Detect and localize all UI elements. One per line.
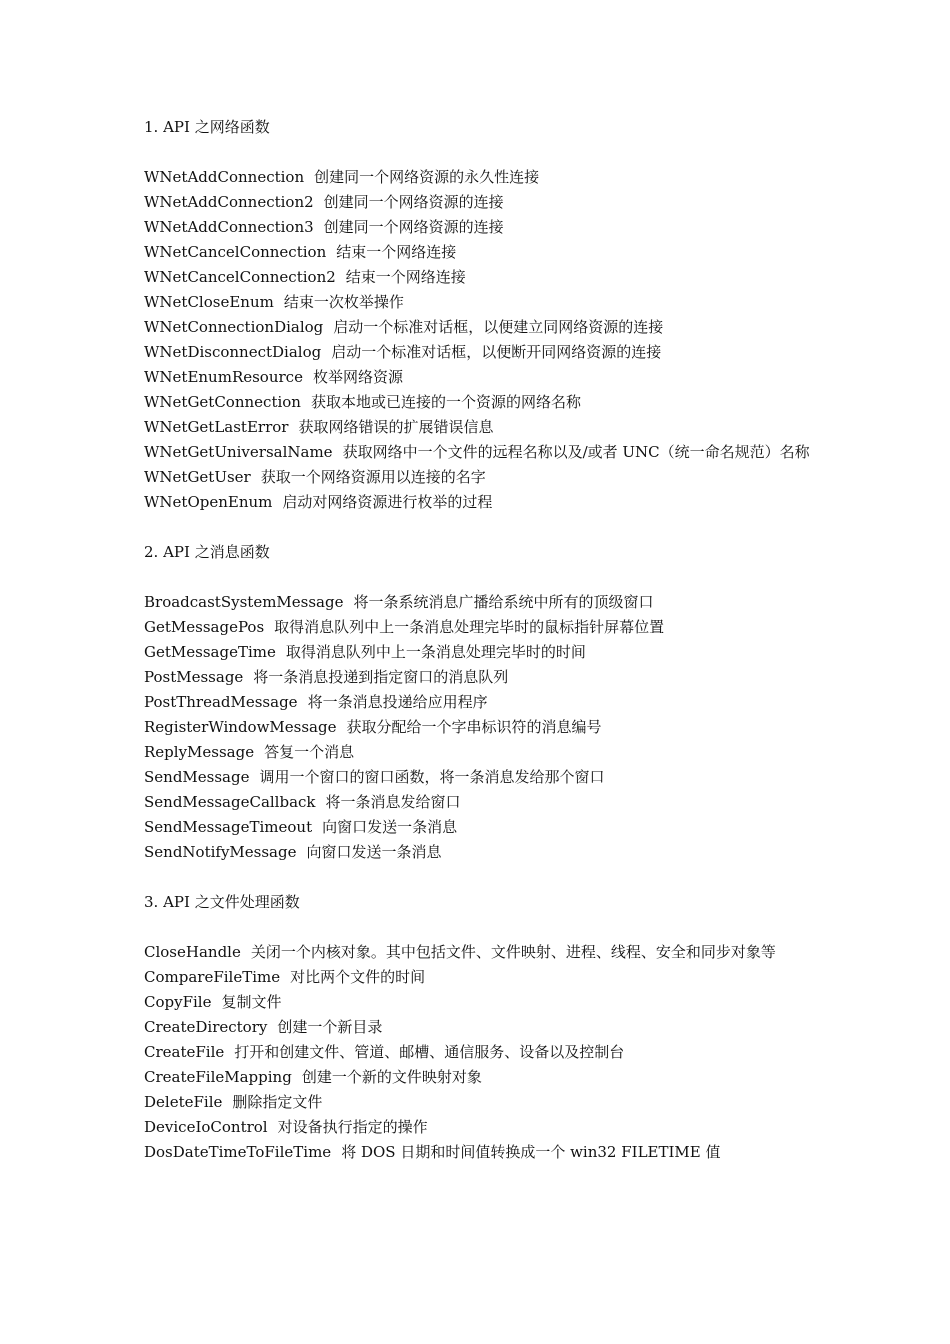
function-name: CreateFile: [144, 1043, 225, 1061]
function-name: WNetAddConnection3: [144, 218, 314, 236]
function-name: RegisterWindowMessage: [144, 718, 337, 736]
list-item: [144, 590, 824, 615]
function-name: CreateFileMapping: [144, 1068, 292, 1086]
list-item: [144, 715, 824, 740]
list-item: [144, 640, 824, 665]
function-name: WNetDisconnectDialog: [144, 343, 322, 361]
list-item: [144, 740, 824, 765]
function-desc: 启动一个标准对话框，以便建立同网络资源的连接: [333, 318, 664, 336]
section-heading: 3. API 之文件处理函数: [144, 893, 300, 911]
function-name: CopyFile: [144, 993, 212, 1011]
list-item: [144, 840, 824, 865]
function-desc: 取得消息队列中上一条消息处理完毕时的鼠标指针屏幕位置: [274, 618, 665, 636]
function-name: WNetCancelConnection2: [144, 268, 336, 286]
function-desc: 创建一个新的文件映射对象: [301, 1068, 482, 1086]
function-desc: 打开和创建文件、管道、邮槽、通信服务、设备以及控制台: [234, 1043, 625, 1061]
function-desc: 创建同一个网络资源的连接: [323, 193, 504, 211]
function-name: DeviceIoControl: [144, 1118, 268, 1136]
function-desc: 获取分配给一个字串标识符的消息编号: [346, 718, 602, 736]
list-item: [144, 1065, 824, 1090]
function-name: WNetOpenEnum: [144, 493, 273, 511]
function-desc: 创建同一个网络资源的连接: [323, 218, 504, 236]
function-desc: 创建同一个网络资源的永久性连接: [314, 168, 540, 186]
function-name: SendMessageCallback: [144, 793, 316, 811]
list-item: [144, 765, 824, 790]
list-item: [144, 490, 824, 515]
function-desc: 对比两个文件的时间: [290, 968, 426, 986]
list-item: [144, 315, 824, 340]
function-name: CreateDirectory: [144, 1018, 268, 1036]
function-desc: 向窗口发送一条消息: [306, 843, 442, 861]
function-name: SendMessage: [144, 768, 250, 786]
function-name: GetMessageTime: [144, 643, 276, 661]
function-desc: 获取网络错误的扩展错误信息: [298, 418, 494, 436]
function-name: CompareFileTime: [144, 968, 281, 986]
function-name: WNetAddConnection2: [144, 193, 314, 211]
list-item: [144, 440, 824, 465]
function-name: ReplyMessage: [144, 743, 255, 761]
list-item: [144, 1115, 824, 1140]
function-desc: 将一条消息投递到指定窗口的消息队列: [253, 668, 509, 686]
list-item: [144, 790, 824, 815]
list-item: [144, 240, 824, 265]
function-name: WNetConnectionDialog: [144, 318, 324, 336]
list-item: [144, 665, 824, 690]
function-desc: 将一条消息投递给应用程序: [307, 693, 488, 711]
document-page: [144, 115, 824, 1165]
list-item: [144, 265, 824, 290]
function-desc: 创建一个新目录: [277, 1018, 383, 1036]
function-name: DosDateTimeToFileTime: [144, 1143, 332, 1161]
list-item: [144, 190, 824, 215]
function-desc: 枚举网络资源: [312, 368, 403, 386]
list-item: [144, 340, 824, 365]
function-desc: 结束一个网络连接: [345, 268, 466, 286]
function-desc: 将 DOS 日期和时间值转换成一个 win32 FILETIME 值: [341, 1143, 721, 1161]
function-desc: 获取网络中一个文件的远程名称以及/或者 UNC（统一命名规范）名称: [342, 443, 810, 461]
list-item: [144, 1040, 824, 1065]
function-name: GetMessagePos: [144, 618, 265, 636]
section-heading: 2. API 之消息函数: [144, 543, 270, 561]
list-item: [144, 615, 824, 640]
function-name: WNetGetUniversalName: [144, 443, 333, 461]
function-name: WNetGetLastError: [144, 418, 289, 436]
function-desc: 结束一次枚举操作: [283, 293, 404, 311]
function-desc: 对设备执行指定的操作: [277, 1118, 428, 1136]
list-item: [144, 165, 824, 190]
function-desc: 获取一个网络资源用以连接的名字: [260, 468, 486, 486]
function-name: WNetGetUser: [144, 468, 251, 486]
function-name: SendNotifyMessage: [144, 843, 297, 861]
function-list: [144, 940, 824, 1165]
list-item: [144, 465, 824, 490]
function-name: SendMessageTimeout: [144, 818, 313, 836]
list-item: [144, 965, 824, 990]
function-desc: 复制文件: [221, 993, 282, 1011]
function-name: BroadcastSystemMessage: [144, 593, 344, 611]
section-heading: 1. API 之网络函数: [144, 118, 270, 136]
function-desc: 将一条系统消息广播给系统中所有的顶级窗口: [353, 593, 654, 611]
function-desc: 取得消息队列中上一条消息处理完毕时的时间: [285, 643, 586, 661]
function-desc: 答复一个消息: [264, 743, 355, 761]
function-name: DeleteFile: [144, 1093, 223, 1111]
function-desc: 将一条消息发给窗口: [325, 793, 461, 811]
function-name: PostThreadMessage: [144, 693, 298, 711]
function-name: CloseHandle: [144, 943, 241, 961]
function-desc: 关闭一个内核对象。其中包括文件、文件映射、进程、线程、安全和同步对象等: [250, 943, 776, 961]
list-item: [144, 390, 824, 415]
function-desc: 获取本地或已连接的一个资源的网络名称: [310, 393, 581, 411]
function-name: WNetCloseEnum: [144, 293, 274, 311]
list-item: [144, 215, 824, 240]
list-item: [144, 415, 824, 440]
function-name: WNetEnumResource: [144, 368, 303, 386]
function-list: [144, 590, 824, 865]
function-desc: 删除指定文件: [232, 1093, 323, 1111]
function-list: [144, 165, 824, 515]
function-desc: 启动对网络资源进行枚举的过程: [282, 493, 493, 511]
function-name: WNetAddConnection: [144, 168, 305, 186]
list-item: [144, 990, 824, 1015]
function-desc: 结束一个网络连接: [336, 243, 457, 261]
list-item: [144, 815, 824, 840]
function-name: WNetCancelConnection: [144, 243, 327, 261]
list-item: [144, 690, 824, 715]
function-desc: 向窗口发送一条消息: [322, 818, 458, 836]
list-item: [144, 940, 824, 965]
function-desc: 调用一个窗口的窗口函数，将一条消息发给那个窗口: [259, 768, 605, 786]
list-item: [144, 1015, 824, 1040]
list-item: [144, 290, 824, 315]
list-item: [144, 1090, 824, 1115]
list-item: [144, 365, 824, 390]
function-name: PostMessage: [144, 668, 244, 686]
function-name: WNetGetConnection: [144, 393, 301, 411]
list-item: [144, 1140, 824, 1165]
function-desc: 启动一个标准对话框，以便断开同网络资源的连接: [331, 343, 662, 361]
